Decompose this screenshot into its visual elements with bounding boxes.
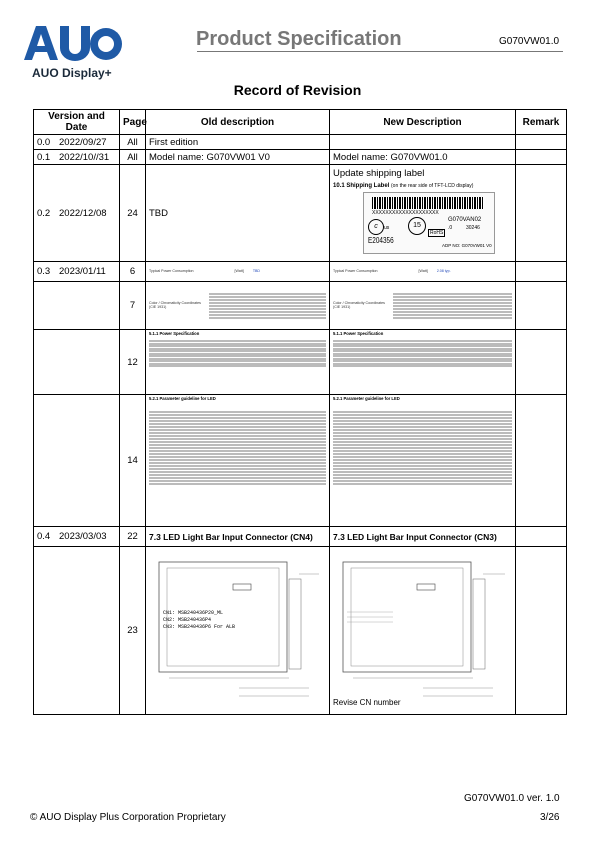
version-cell: [34, 330, 120, 395]
version-cell: [34, 395, 120, 527]
section-title: Record of Revision: [233, 82, 362, 98]
cert-mark-icon: 15: [408, 217, 426, 235]
revise-cn-note: Revise CN number: [333, 698, 401, 707]
old-connector-drawing: [149, 548, 326, 708]
old-cell: First edition: [146, 135, 330, 150]
new-cell: [330, 547, 516, 715]
version-cell: 0.3 2023/01/11: [34, 262, 120, 282]
auo-logo-o: [88, 26, 124, 62]
new-power-value: 2.08 typ.: [436, 268, 451, 273]
page-cell: 22: [120, 527, 146, 547]
old-power-unit: [Watt]: [234, 268, 244, 273]
remark-cell: [516, 282, 567, 330]
table-row: [34, 165, 567, 262]
ul-number: E204356: [368, 236, 394, 245]
old-power-value: TBD: [252, 268, 260, 273]
page-cell: 7: [120, 282, 146, 330]
new-cell: [330, 330, 516, 395]
remark-cell: [516, 262, 567, 282]
new-cell: [330, 135, 516, 150]
old-cell: TBD: [146, 165, 330, 262]
old-power-label: Typical Power Consumption: [149, 268, 194, 273]
page-cell: 6: [120, 262, 146, 282]
table-row: [34, 135, 567, 150]
label-part-number: ADP NO: G070VW01 V0: [442, 243, 492, 248]
old-cell: [146, 262, 330, 282]
old-cell: [146, 395, 330, 527]
footer-doc-version: G070VW01.0 ver. 1.0: [464, 793, 560, 804]
new-cell: Model name: G070VW01.0: [330, 150, 516, 165]
new-led-title: 5.2.1 Parameter guideline for LED: [333, 396, 400, 401]
footer-page-number: 3/26: [540, 812, 560, 823]
col-header-new: New Description: [330, 110, 516, 135]
version-cell: [34, 282, 120, 330]
remark-cell: [516, 135, 567, 150]
table-row: [34, 150, 567, 165]
old-cell: [146, 282, 330, 330]
new-connector-drawing: [333, 548, 512, 698]
ul-us-mark: us: [384, 225, 390, 231]
old-led-title: 5.2.1 Parameter guideline for LED: [149, 396, 216, 401]
table-row: [34, 527, 567, 547]
doc-id: G070VW01.0: [499, 36, 560, 47]
new-cell: [330, 395, 516, 527]
new-power-label: Typical Power Consumption: [333, 268, 378, 273]
new-cell: [330, 165, 516, 262]
old-cn2-label: CN2: MSB240436P4: [163, 617, 212, 623]
col-header-old: Old description: [146, 110, 330, 135]
new-chroma-label: Color / Chromaticity Coordinates (CIE 1931): [333, 300, 385, 309]
label-model: G070VAN02: [448, 217, 482, 223]
version-cell: 0.2 2022/12/08: [34, 165, 120, 262]
table-row: [34, 330, 567, 395]
label-rev: .0: [448, 225, 453, 231]
col-header-version: Version and Date: [34, 110, 120, 135]
table-row: [34, 262, 567, 282]
old-power-spec-title: 5.1.1 Power Specification: [149, 331, 200, 336]
table-row: [34, 547, 567, 715]
page-cell: 24: [120, 165, 146, 262]
remark-cell: [516, 330, 567, 395]
shipping-label-image: [363, 192, 495, 254]
label-code: 30246: [466, 225, 480, 231]
remark-cell: [516, 165, 567, 262]
new-cell: [330, 262, 516, 282]
version-cell: 0.0 2022/09/27: [34, 135, 120, 150]
page-cell: 23: [120, 547, 146, 715]
new-cell: [330, 282, 516, 330]
old-cell: Model name: G070VW01 V0: [146, 150, 330, 165]
connector-drawing-svg: [333, 554, 513, 704]
col-header-page: Page: [120, 110, 146, 135]
table-row: [34, 282, 567, 330]
version-cell: 0.1 2022/10//31: [34, 150, 120, 165]
version-cell: [34, 547, 120, 715]
barcode-text: XXXXXXXXXXXXXXXXXXXX: [372, 210, 439, 216]
barcode: [372, 197, 484, 209]
header-divider: [197, 51, 563, 52]
table-row: [34, 395, 567, 527]
new-description-text: Update shipping label: [333, 168, 425, 179]
page-cell: All: [120, 135, 146, 150]
old-cn1-label: CN1: MSB240436P20_ML: [163, 610, 224, 616]
old-cell: [146, 330, 330, 395]
new-cell: 7.3 LED Light Bar Input Connector (CN3): [330, 527, 516, 547]
revision-table: [33, 109, 567, 715]
page-cell: All: [120, 150, 146, 165]
new-power-unit: [Watt]: [418, 268, 428, 273]
remark-cell: [516, 395, 567, 527]
old-cell: 7.3 LED Light Bar Input Connector (CN4): [146, 527, 330, 547]
table-header-row: [34, 110, 567, 135]
page-cell: 12: [120, 330, 146, 395]
shipping-label-caption: 10.1 Shipping Label (on the rear side of TFT-LCD display): [333, 183, 474, 189]
ul-mark-icon: c: [368, 219, 384, 235]
rohs-icon: RoHS: [430, 230, 444, 236]
page-cell: 14: [120, 395, 146, 527]
col-header-remark: Remark: [516, 110, 567, 135]
old-cn3-label: CN3: MSB240436P6 For ALB: [163, 624, 236, 630]
version-cell: 0.4 2023/03/03: [34, 527, 120, 547]
remark-cell: [516, 527, 567, 547]
old-chroma-label: Color / Chromaticity Coordinates (CIE 1931): [149, 300, 201, 309]
new-power-spec-title: 5.1.1 Power Specification: [333, 331, 384, 336]
logo-subtitle: AUO Display+: [32, 66, 112, 80]
remark-cell: [516, 547, 567, 715]
remark-cell: [516, 150, 567, 165]
old-cell: [146, 547, 330, 715]
document-title: Product Specification: [196, 28, 402, 50]
footer-copyright: © AUO Display Plus Corporation Proprietary: [30, 812, 226, 823]
